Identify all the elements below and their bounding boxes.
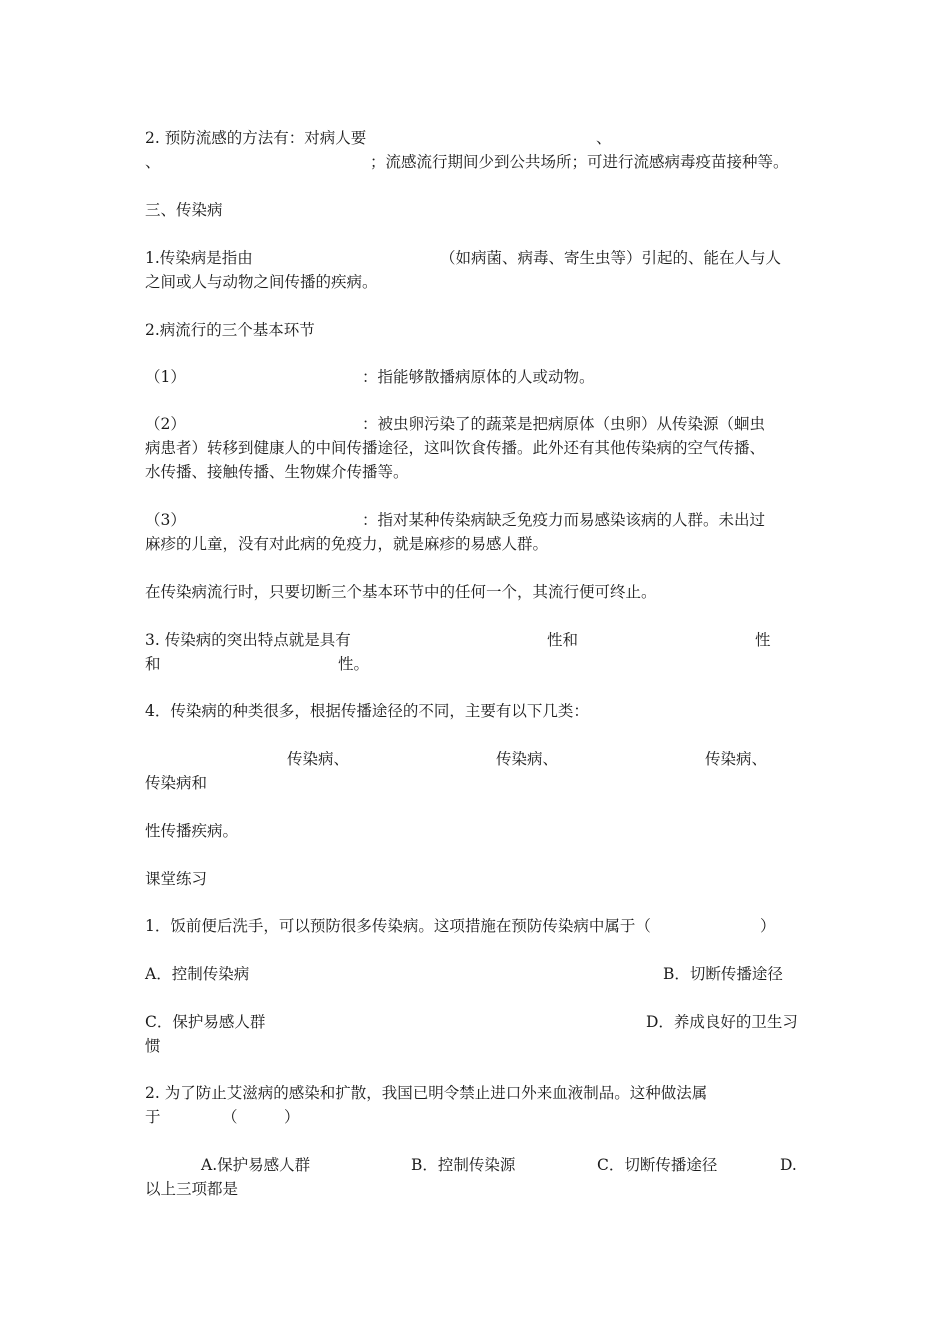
ex1-option-b: B．切断传播途径 (663, 965, 783, 983)
practice-heading: 课堂练习 (145, 870, 208, 888)
types-line2: 传染病和 (145, 774, 208, 792)
features-line2-and: 和 (145, 655, 161, 673)
types-line3: 性传播疾病。 (145, 822, 239, 840)
ex1-close-paren: ） (760, 917, 776, 935)
features-line2-end: 性。 (338, 655, 370, 673)
links-heading: 2.病流行的三个基本环节 (145, 321, 315, 339)
q2-line2-comma: 、 (145, 153, 161, 171)
types-t3: 传染病、 (705, 750, 768, 768)
link3-number: （3） (145, 511, 186, 529)
ex2-option-d-cont: 以上三项都是 (145, 1180, 239, 1198)
ex2-option-c: C．切断传播途径 (597, 1156, 718, 1174)
link3-line2: 麻疹的儿童，没有对此病的免疫力，就是麻疹的易感人群。 (145, 535, 549, 553)
ex1-option-a: A．控制传染病 (145, 965, 250, 983)
ex1-option-d: D．养成良好的卫生习 (646, 1013, 798, 1031)
link1-number: （1） (145, 368, 186, 386)
section-heading: 三、传染病 (145, 201, 223, 219)
ex2-line2-open-paren: （ (222, 1108, 238, 1126)
cut-off-text: 在传染病流行时，只要切断三个基本环节中的任何一个，其流行便可终止。 (145, 583, 657, 601)
ex1-option-c: C．保护易感人群 (145, 1013, 266, 1031)
q2-line2-rest: ；流感流行期间少到公共场所；可进行流感病毒疫苗接种等。 (370, 153, 789, 171)
ex2-line2-start: 于 (145, 1108, 161, 1126)
types-t1: 传染病、 (287, 750, 350, 768)
ex2-option-a: A.保护易感人群 (201, 1156, 311, 1174)
features-mid1: 性和 (547, 631, 579, 649)
q2-start: 2. 预防流感的方法有：对病人要 (145, 129, 367, 147)
link2-line2: 病患者）转移到健康人的中间传播途径，这叫饮食传播。此外还有其他传染病的空气传播、 (145, 439, 766, 457)
definition-start: 1.传染病是指由 (145, 249, 253, 267)
ex1-question: 1．饭前便后洗手，可以预防很多传染病。这项措施在预防传染病中属于（ (145, 917, 651, 935)
link2-number: （2） (145, 415, 186, 433)
definition-mid: （如病菌、病毒、寄生虫等）引起的、能在人与人 (440, 249, 782, 267)
ex2-line2-close-paren: ） (284, 1108, 300, 1126)
features-start: 3. 传染病的突出特点就是具有 (145, 631, 351, 649)
ex2-question: 2. 为了防止艾滋病的感染和扩散，我国已明令禁止进口外来血液制品。这种做法属 (145, 1084, 708, 1102)
types-intro: 4．传染病的种类很多，根据传播途径的不同，主要有以下几类： (145, 702, 589, 720)
ex2-option-b: B．控制传染源 (411, 1156, 516, 1174)
ex1-option-d-cont: 惯 (145, 1037, 161, 1055)
definition-line2: 之间或人与动物之间传播的疾病。 (145, 273, 378, 291)
ex2-option-d: D. (780, 1156, 797, 1174)
link3-text: ：指对某种传染病缺乏免疫力而易感染该病的人群。未出过 (362, 511, 766, 529)
features-mid2: 性 (755, 631, 771, 649)
link2-text: ：被虫卵污染了的蔬菜是把病原体（虫卵）从传染源（蛔虫 (362, 415, 766, 433)
link2-line3: 水传播、接触传播、生物媒介传播等。 (145, 463, 409, 481)
types-t2: 传染病、 (496, 750, 559, 768)
link1-text: ：指能够散播病原体的人或动物。 (362, 368, 595, 386)
q2-comma: 、 (596, 129, 612, 147)
